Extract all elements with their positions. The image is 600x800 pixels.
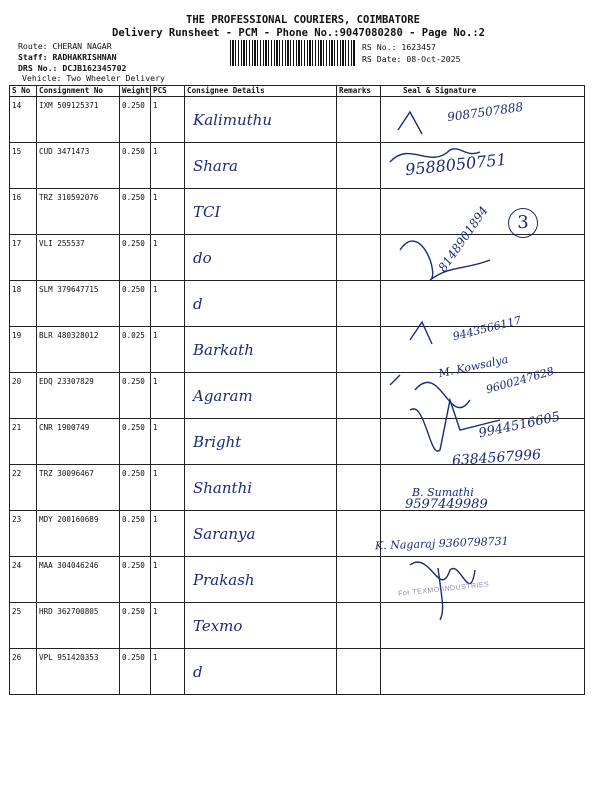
weight-cell: 0.250 xyxy=(120,143,151,189)
consignee-handwriting: d xyxy=(193,295,203,313)
consignment-cell: EDQ 23307829 xyxy=(37,373,120,419)
pcs-cell: 1 xyxy=(151,557,185,603)
col-pcs: PCS xyxy=(151,86,185,97)
consignee-cell xyxy=(185,327,337,373)
consignee-handwriting: Agaram xyxy=(193,387,253,405)
signature-circle-mark: 3 xyxy=(508,208,538,238)
consignment-cell: TRZ 310592076 xyxy=(37,189,120,235)
consignee-cell xyxy=(185,97,337,143)
pcs-cell: 1 xyxy=(151,281,185,327)
signature-phone-22: 6384567996 xyxy=(451,446,542,470)
pcs-cell: 1 xyxy=(151,465,185,511)
signature-phone-23: 9597449989 xyxy=(405,497,488,512)
sno-cell: 21 xyxy=(10,419,37,465)
consignee-cell xyxy=(185,143,337,189)
weight-cell: 0.250 xyxy=(120,511,151,557)
col-remarks: Remarks xyxy=(337,86,381,97)
consignee-handwriting: Shara xyxy=(193,157,238,175)
col-consignee: Consignee Details xyxy=(185,86,337,97)
pcs-cell: 1 xyxy=(151,373,185,419)
pcs-cell: 1 xyxy=(151,511,185,557)
table-header-row xyxy=(10,86,585,97)
consignee-handwriting: d xyxy=(193,663,203,681)
weight-cell: 0.250 xyxy=(120,97,151,143)
signature-phone-19: 9443566117 xyxy=(451,313,523,344)
signature-phone-21: 9944516605 xyxy=(477,409,562,442)
consignee-handwriting: Barkath xyxy=(193,341,254,359)
pcs-cell: 1 xyxy=(151,649,185,695)
consignee-handwriting: do xyxy=(193,249,212,267)
runsheet-subtitle: Delivery Runsheet - PCM - Phone No.:9047080280 - Page No.:2 xyxy=(112,27,485,39)
route-label: Route: CHERAN NAGAR xyxy=(18,41,112,51)
vehicle-label: Vehicle: Two Wheeler Delivery xyxy=(22,73,165,83)
staff-label: Staff: RADHAKRISHNAN xyxy=(18,52,117,62)
sno-cell: 24 xyxy=(10,557,37,603)
signature-name-23: B. Sumathi xyxy=(412,486,474,499)
rs-number: RS No.: 1623457 xyxy=(362,42,436,52)
signature-name-20: M. Kowsalya xyxy=(437,352,510,381)
company-title: THE PROFESSIONAL COURIERS, COIMBATORE xyxy=(186,14,420,26)
consignment-cell: CNR 1900749 xyxy=(37,419,120,465)
consignee-cell xyxy=(185,511,337,557)
weight-cell: 0.250 xyxy=(120,557,151,603)
consignee-cell xyxy=(185,189,337,235)
sno-cell: 19 xyxy=(10,327,37,373)
consignee-cell xyxy=(185,603,337,649)
consignment-cell: MDY 200160689 xyxy=(37,511,120,557)
consignee-cell xyxy=(185,281,337,327)
sno-cell: 14 xyxy=(10,97,37,143)
sno-cell: 16 xyxy=(10,189,37,235)
sno-cell: 18 xyxy=(10,281,37,327)
signature-24: K. Nagaraj 9360798731 xyxy=(374,534,509,553)
consignee-cell xyxy=(185,557,337,603)
pcs-cell: 1 xyxy=(151,235,185,281)
weight-cell: 0.250 xyxy=(120,649,151,695)
company-stamp: For TEXMO INDUSTRIES xyxy=(397,581,490,598)
weight-cell: 0.250 xyxy=(120,281,151,327)
barcode xyxy=(230,40,356,66)
signature-phone-15: 9588050751 xyxy=(404,149,508,180)
weight-cell: 0.250 xyxy=(120,419,151,465)
col-consignment: Consignment No xyxy=(37,86,120,97)
signature-phone-14: 9087507888 xyxy=(446,99,524,125)
consignment-cell: HRD 362700805 xyxy=(37,603,120,649)
consignment-cell: SLM 379647715 xyxy=(37,281,120,327)
consignee-handwriting: Saranya xyxy=(193,525,256,543)
consignment-cell: TRZ 30096467 xyxy=(37,465,120,511)
consignee-handwriting: TCI xyxy=(193,203,221,221)
consignee-handwriting: Shanthi xyxy=(193,479,253,497)
sno-cell: 22 xyxy=(10,465,37,511)
consignment-cell: MAA 304046246 xyxy=(37,557,120,603)
consignee-handwriting: Bright xyxy=(193,433,242,451)
consignee-cell xyxy=(185,465,337,511)
consignment-cell: VLI 255537 xyxy=(37,235,120,281)
consignee-handwriting: Texmo xyxy=(193,617,243,635)
sno-cell: 20 xyxy=(10,373,37,419)
pcs-cell: 1 xyxy=(151,97,185,143)
col-signature: Seal & Signature xyxy=(381,86,585,97)
pcs-cell: 1 xyxy=(151,419,185,465)
weight-cell: 0.025 xyxy=(120,327,151,373)
signature-scribbles xyxy=(370,100,590,660)
sno-cell: 17 xyxy=(10,235,37,281)
sno-cell: 25 xyxy=(10,603,37,649)
sno-cell: 23 xyxy=(10,511,37,557)
col-weight: Weight xyxy=(120,86,151,97)
weight-cell: 0.250 xyxy=(120,373,151,419)
consignment-cell: IXM 509125371 xyxy=(37,97,120,143)
consignee-cell xyxy=(185,373,337,419)
pcs-cell: 1 xyxy=(151,327,185,373)
weight-cell: 0.250 xyxy=(120,235,151,281)
signature-phone-17: 8148901894 xyxy=(435,203,491,275)
signature-phone-20: 9600247628 xyxy=(484,364,556,397)
pcs-cell: 1 xyxy=(151,189,185,235)
weight-cell: 0.250 xyxy=(120,189,151,235)
consignment-cell: BLR 480328012 xyxy=(37,327,120,373)
col-sno: S No xyxy=(10,86,37,97)
sno-cell: 15 xyxy=(10,143,37,189)
consignment-cell: VPL 951420353 xyxy=(37,649,120,695)
sno-cell: 26 xyxy=(10,649,37,695)
consignee-cell xyxy=(185,235,337,281)
consignee-handwriting: Prakash xyxy=(193,571,255,589)
pcs-cell: 1 xyxy=(151,143,185,189)
consignee-cell xyxy=(185,649,337,695)
consignee-handwriting: Kalimuthu xyxy=(193,111,272,129)
consignee-cell xyxy=(185,419,337,465)
pcs-cell: 1 xyxy=(151,603,185,649)
weight-cell: 0.250 xyxy=(120,465,151,511)
rs-date: RS Date: 08-Oct-2025 xyxy=(362,54,461,64)
drs-number: DRS No.: DCJB162345702 xyxy=(18,63,127,73)
consignment-cell: CUD 3471473 xyxy=(37,143,120,189)
weight-cell: 0.250 xyxy=(120,603,151,649)
